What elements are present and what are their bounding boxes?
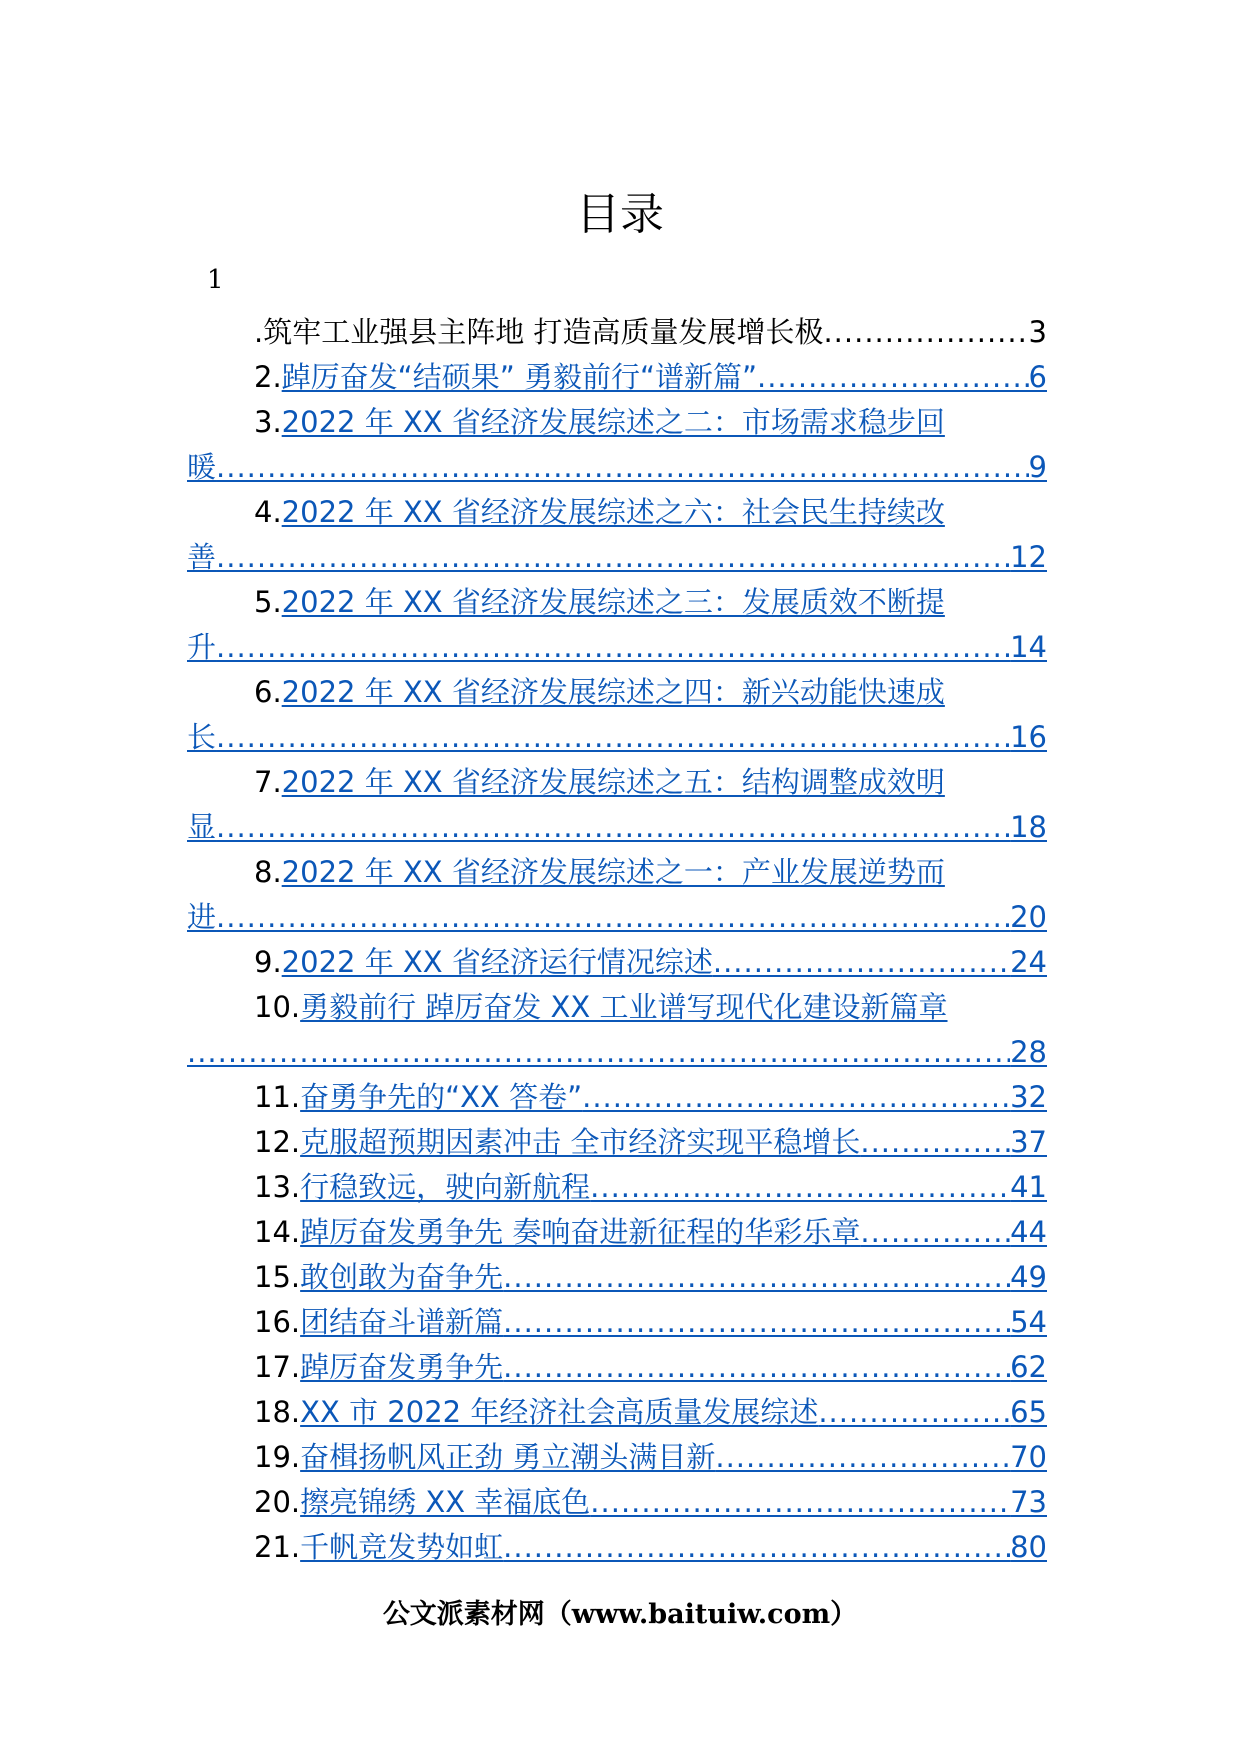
toc-entry[interactable] bbox=[187, 400, 1047, 490]
toc-entry-page[interactable]: 6 bbox=[1028, 360, 1047, 394]
toc-entry-page[interactable]: 65 bbox=[1010, 1395, 1047, 1429]
toc-entry-number: 15. bbox=[254, 1260, 301, 1294]
toc-entry-number: 17. bbox=[254, 1350, 301, 1384]
toc-entry-number: 10. bbox=[254, 990, 301, 1024]
leader-dots bbox=[818, 1390, 1010, 1435]
toc-entry-page[interactable]: 32 bbox=[1010, 1080, 1047, 1114]
toc-entry-number: 6. bbox=[254, 675, 282, 709]
leader-dots bbox=[216, 625, 1010, 670]
toc-link-continuation[interactable] bbox=[187, 1030, 1047, 1075]
toc-text bbox=[263, 310, 1047, 355]
toc-entry[interactable] bbox=[187, 580, 1047, 670]
leader-dots bbox=[823, 310, 1028, 355]
section-marker: 1 bbox=[207, 265, 224, 295]
toc-entry-title[interactable]: XX 市 2022 年经济社会高质量发展综述 bbox=[300, 1395, 819, 1429]
leader-dots bbox=[216, 805, 1010, 850]
leader-dots bbox=[590, 1165, 1010, 1210]
leader-dots bbox=[216, 715, 1010, 760]
toc-entry-page[interactable]: 49 bbox=[1010, 1260, 1047, 1294]
toc-entry-number: 11. bbox=[254, 1080, 301, 1114]
toc-entry-page[interactable]: 80 bbox=[1010, 1530, 1047, 1564]
toc-entry[interactable] bbox=[187, 1390, 1047, 1435]
toc-entry-title-wrap[interactable]: 暖 bbox=[187, 450, 217, 484]
toc-entry-title[interactable]: 2022 年 XX 省经济发展综述之三：发展质效不断提 bbox=[281, 585, 945, 619]
toc-entry[interactable] bbox=[187, 1345, 1047, 1390]
leader-dots bbox=[590, 1480, 1010, 1525]
leader-dots bbox=[860, 1210, 1010, 1255]
toc-entry-title[interactable]: 2022 年 XX 省经济发展综述之六：社会民生持续改 bbox=[281, 495, 945, 529]
leader-dots bbox=[503, 1255, 1010, 1300]
toc-entry-number: 13. bbox=[254, 1170, 301, 1204]
toc-entry[interactable] bbox=[187, 1480, 1047, 1525]
toc-link[interactable] bbox=[300, 1165, 1047, 1210]
toc-link[interactable] bbox=[282, 940, 1047, 985]
leader-dots bbox=[216, 895, 1010, 940]
leader-dots bbox=[503, 1345, 1010, 1390]
toc-link[interactable] bbox=[300, 1525, 1047, 1570]
toc-link-continuation[interactable] bbox=[187, 445, 1047, 490]
toc-entry-page[interactable]: 44 bbox=[1010, 1215, 1047, 1249]
toc-entry-title[interactable]: 行稳致远，驶向新航程 bbox=[300, 1170, 591, 1204]
leader-dots bbox=[216, 445, 1029, 490]
toc-entry bbox=[187, 310, 1047, 355]
leader-dots bbox=[503, 1525, 1010, 1570]
toc-entry-page[interactable]: 14 bbox=[1010, 630, 1047, 664]
toc-entry-number: 19. bbox=[254, 1440, 301, 1474]
toc-link[interactable] bbox=[300, 1075, 1047, 1120]
leader-dots bbox=[715, 1435, 1010, 1480]
toc-entry[interactable] bbox=[187, 985, 1047, 1075]
toc-entry-number: . bbox=[254, 315, 264, 349]
toc-entry-title[interactable]: 2022 年 XX 省经济发展综述之四：新兴动能快速成 bbox=[281, 675, 945, 709]
toc-entry-page[interactable]: 28 bbox=[1010, 1035, 1047, 1069]
toc-entry-title[interactable]: 奋楫扬帆风正劲 勇立潮头满目新 bbox=[300, 1440, 716, 1474]
toc-entry-page[interactable]: 9 bbox=[1028, 450, 1047, 484]
toc-entry-number: 21. bbox=[254, 1530, 301, 1564]
toc-entry-page[interactable]: 16 bbox=[1010, 720, 1047, 754]
toc-entry[interactable] bbox=[187, 1525, 1047, 1570]
toc-entry[interactable] bbox=[187, 670, 1047, 760]
toc-link[interactable] bbox=[282, 355, 1047, 400]
toc-entry-page[interactable]: 62 bbox=[1010, 1350, 1047, 1384]
leader-dots bbox=[582, 1075, 1010, 1120]
toc-entry-page[interactable]: 20 bbox=[1010, 900, 1047, 934]
toc-entry[interactable] bbox=[187, 850, 1047, 940]
leader-dots bbox=[860, 1120, 1010, 1165]
toc-entry-title-wrap[interactable]: 善 bbox=[187, 540, 217, 574]
toc-entry-page[interactable]: 37 bbox=[1010, 1125, 1047, 1159]
toc-entry-title[interactable]: 勇毅前行 踔厉奋发 XX 工业谱写现代化建设新篇章 bbox=[300, 990, 948, 1024]
toc-link-continuation[interactable] bbox=[187, 535, 1047, 580]
leader-dots bbox=[757, 355, 1029, 400]
toc-link-continuation[interactable] bbox=[187, 715, 1047, 760]
toc-entry[interactable] bbox=[187, 1120, 1047, 1165]
toc-link-continuation[interactable] bbox=[187, 895, 1047, 940]
toc-entry-number: 20. bbox=[254, 1485, 301, 1519]
toc-link[interactable] bbox=[300, 1300, 1047, 1345]
toc-entry-title[interactable]: 2022 年 XX 省经济发展综述之二：市场需求稳步回 bbox=[281, 405, 945, 439]
toc-entry[interactable] bbox=[187, 940, 1047, 985]
toc-link-continuation[interactable] bbox=[187, 625, 1047, 670]
toc-entry[interactable] bbox=[187, 490, 1047, 580]
toc-entry-number: 14. bbox=[254, 1215, 301, 1249]
leader-dots bbox=[187, 1030, 1010, 1075]
toc-entry-number: 9. bbox=[254, 945, 282, 979]
toc-entry[interactable] bbox=[187, 760, 1047, 850]
toc-entry-page[interactable]: 24 bbox=[1010, 945, 1047, 979]
toc-entry-number: 2. bbox=[254, 360, 282, 394]
toc-entry-number: 18. bbox=[254, 1395, 301, 1429]
toc-entry-title-wrap[interactable]: 升 bbox=[187, 630, 217, 664]
page-title: 目录 bbox=[576, 189, 664, 240]
toc-entry[interactable] bbox=[187, 1435, 1047, 1480]
toc-entry-title[interactable]: 踔厉奋发“结硕果” 勇毅前行“谱新篇” bbox=[281, 360, 757, 394]
toc-link-continuation[interactable] bbox=[187, 805, 1047, 850]
toc-entry-title[interactable]: 团结奋斗谱新篇 bbox=[300, 1305, 504, 1339]
toc-entry-page[interactable]: 12 bbox=[1010, 540, 1047, 574]
toc-entry-number: 12. bbox=[254, 1125, 301, 1159]
toc-entry[interactable] bbox=[187, 1075, 1047, 1120]
toc-entry-page: 3 bbox=[1028, 315, 1047, 349]
toc-link[interactable] bbox=[300, 1480, 1047, 1525]
toc-entry-page[interactable]: 54 bbox=[1010, 1305, 1047, 1339]
toc-entry-number: 5. bbox=[254, 585, 282, 619]
toc-entry-number: 8. bbox=[254, 855, 282, 889]
toc-entry-page[interactable]: 70 bbox=[1010, 1440, 1047, 1474]
toc-link[interactable] bbox=[300, 1345, 1047, 1390]
toc-entry-title[interactable]: 敢创敢为奋争先 bbox=[300, 1260, 504, 1294]
leader-dots bbox=[503, 1300, 1010, 1345]
toc-entry-title[interactable]: 踔厉奋发勇争先 奏响奋进新征程的华彩乐章 bbox=[300, 1215, 861, 1249]
toc-entry-title-wrap[interactable]: 进 bbox=[187, 900, 217, 934]
toc-entry-title-wrap[interactable]: 显 bbox=[187, 810, 217, 844]
toc-entry-page[interactable]: 73 bbox=[1010, 1485, 1047, 1519]
toc-entry[interactable] bbox=[187, 1165, 1047, 1210]
toc-link[interactable] bbox=[300, 1120, 1047, 1165]
toc-entry-number: 4. bbox=[254, 495, 282, 529]
toc-entry-number: 7. bbox=[254, 765, 282, 799]
table-of-contents bbox=[187, 310, 1047, 1570]
leader-dots bbox=[216, 535, 1010, 580]
toc-entry-title-wrap[interactable]: 长 bbox=[187, 720, 217, 754]
toc-link[interactable] bbox=[300, 1435, 1047, 1480]
toc-entry[interactable] bbox=[187, 1255, 1047, 1300]
toc-entry[interactable] bbox=[187, 355, 1047, 400]
toc-entry-title[interactable]: 千帆竞发势如虹 bbox=[300, 1530, 504, 1564]
toc-link[interactable] bbox=[300, 1210, 1047, 1255]
leader-dots bbox=[713, 940, 1010, 985]
toc-entry[interactable] bbox=[187, 1210, 1047, 1255]
toc-entry-title[interactable]: 2022 年 XX 省经济发展综述之一：产业发展逆势而 bbox=[281, 855, 945, 889]
toc-entry-title: 筑牢工业强县主阵地 打造高质量发展增长极 bbox=[263, 315, 824, 349]
toc-entry-title[interactable]: 2022 年 XX 省经济发展综述之五：结构调整成效明 bbox=[281, 765, 945, 799]
toc-entry-number: 16. bbox=[254, 1305, 301, 1339]
toc-entry-title[interactable]: 擦亮锦绣 XX 幸福底色 bbox=[300, 1485, 591, 1519]
toc-entry[interactable] bbox=[187, 1300, 1047, 1345]
toc-entry-page[interactable]: 18 bbox=[1010, 810, 1047, 844]
toc-link[interactable] bbox=[300, 1255, 1047, 1300]
footer-watermark: 公文派素材网（www.baituiw.com） bbox=[382, 1599, 858, 1630]
toc-entry-title[interactable]: 2022 年 XX 省经济运行情况综述 bbox=[281, 945, 713, 979]
toc-entry-title[interactable]: 踔厉奋发勇争先 bbox=[300, 1350, 504, 1384]
toc-entry-number: 3. bbox=[254, 405, 282, 439]
toc-entry-title[interactable]: 奋勇争先的“XX 答卷” bbox=[300, 1080, 583, 1114]
toc-entry-title[interactable]: 克服超预期因素冲击 全市经济实现平稳增长 bbox=[300, 1125, 861, 1159]
toc-link[interactable] bbox=[300, 1390, 1047, 1435]
toc-entry-page[interactable]: 41 bbox=[1010, 1170, 1047, 1204]
